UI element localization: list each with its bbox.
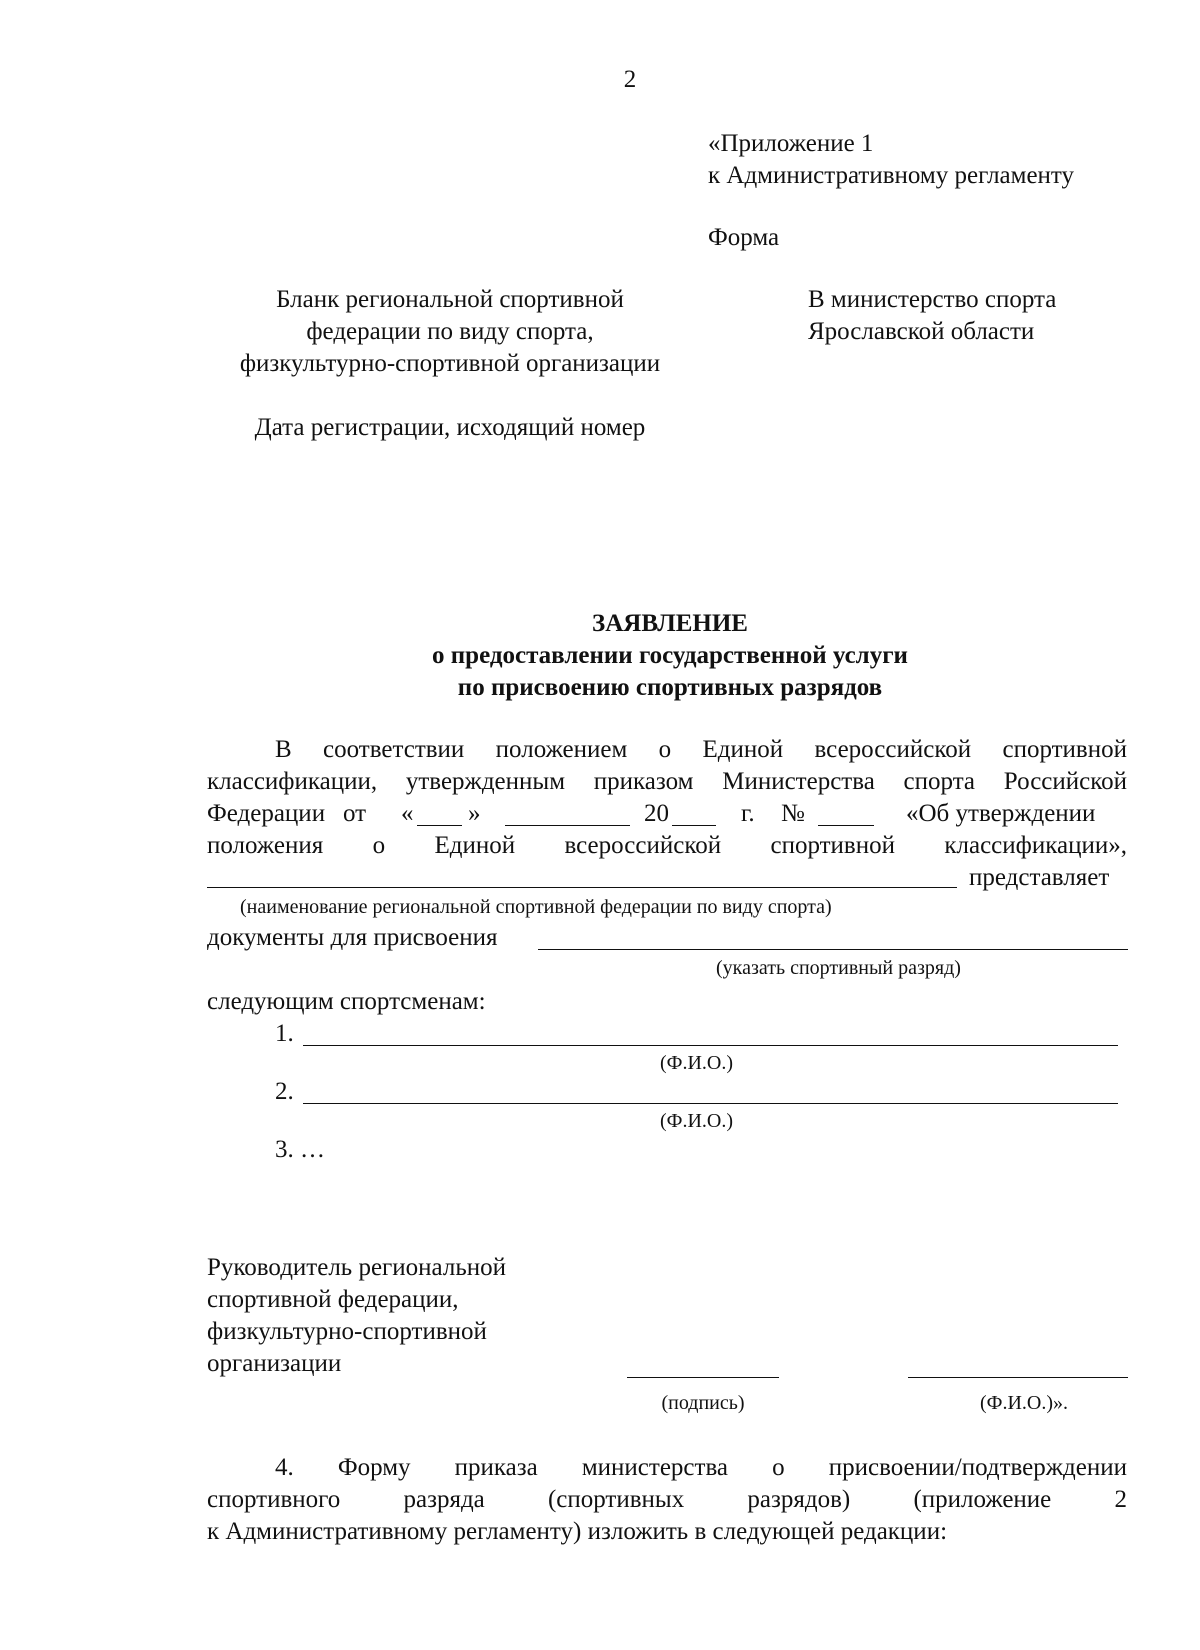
addressee-line-2: Ярославской области xyxy=(808,318,1035,345)
athlete-2-number: 2. xyxy=(275,1078,294,1105)
body-line-3-word-1: Федерации xyxy=(207,800,326,827)
document-subtitle-1: о предоставлении государственной услуги xyxy=(432,642,908,669)
athlete-1-number: 1. xyxy=(275,1020,294,1047)
day-blank xyxy=(417,825,462,826)
number-blank xyxy=(818,825,874,826)
docs-label: документы для присвоения xyxy=(207,924,498,951)
athletes-label: следующим спортсменам: xyxy=(207,988,486,1015)
athlete-1-blank xyxy=(303,1045,1118,1046)
registration-line: Дата регистрации, исходящий номер xyxy=(254,414,646,441)
page-number: 2 xyxy=(623,66,637,93)
point4-line-3: к Административному регламенту) изложить в следующей редакции: xyxy=(207,1518,948,1545)
athlete-2-hint: (Ф.И.О.) xyxy=(660,1110,734,1132)
body-line-3-number-sign: № xyxy=(781,800,805,827)
month-blank xyxy=(505,825,630,826)
body-line-3-quote-close: » xyxy=(468,800,481,827)
body-line-3-word-2: от xyxy=(343,800,367,827)
document-title: ЗАЯВЛЕНИЕ xyxy=(592,610,748,637)
appendix-line-2: к Административному регламенту xyxy=(708,162,1075,189)
point4-line-1: 4. Форму приказа министерства о присвоении/подтверждении xyxy=(275,1454,1127,1481)
federation-name-blank xyxy=(207,887,957,888)
body-line-3-quote-open: « xyxy=(401,800,414,827)
form-label: Форма xyxy=(708,224,780,251)
addressee-line-1: В министерство спорта xyxy=(808,286,1057,313)
body-line-3-year-prefix: 20 xyxy=(644,800,669,827)
rank-blank xyxy=(538,949,1128,950)
signature-line-4: организации xyxy=(207,1350,342,1377)
signature-hint: (подпись) xyxy=(661,1392,745,1414)
signature-line-1: Руководитель региональной xyxy=(207,1254,506,1281)
body-line-2: классификации, утвержденным приказом Министерства спорта Российской xyxy=(207,768,1127,795)
signature-line-3: физкультурно-спортивной xyxy=(207,1318,487,1345)
body-line-3-year-abbr: г. xyxy=(741,800,755,827)
rank-hint: (указать спортивный разряд) xyxy=(716,957,961,979)
letterhead-line-1: Бланк региональной спортивной xyxy=(276,286,624,313)
body-line-1: В соответствии положением о Единой всероссийской спортивной xyxy=(275,736,1127,763)
body-line-3-end: «Об утверждении xyxy=(906,800,1096,827)
athlete-1-hint: (Ф.И.О.) xyxy=(660,1052,734,1074)
fio-hint: (Ф.И.О.)». xyxy=(980,1392,1069,1414)
point4-line-2: спортивного разряда (спортивных разрядов) (приложение 2 xyxy=(207,1486,1127,1513)
letterhead-line-3: физкультурно-спортивной организации xyxy=(239,350,661,377)
federation-name-hint: (наименование региональной спортивной федерации по виду спорта) xyxy=(240,896,832,918)
fio-blank xyxy=(908,1377,1128,1378)
signature-blank xyxy=(627,1377,779,1378)
year-blank xyxy=(672,825,716,826)
letterhead-line-2: федерации по виду спорта, xyxy=(306,318,594,345)
body-line-5-end: представляет xyxy=(969,864,1110,891)
athlete-2-blank xyxy=(303,1103,1118,1104)
document-subtitle-2: по присвоению спортивных разрядов xyxy=(457,674,883,701)
appendix-line-1: «Приложение 1 xyxy=(708,130,874,157)
athlete-3-number: 3. … xyxy=(275,1136,325,1163)
signature-line-2: спортивной федерации, xyxy=(207,1286,459,1313)
body-line-4: положения о Единой всероссийской спортивной классификации», xyxy=(207,832,1127,859)
